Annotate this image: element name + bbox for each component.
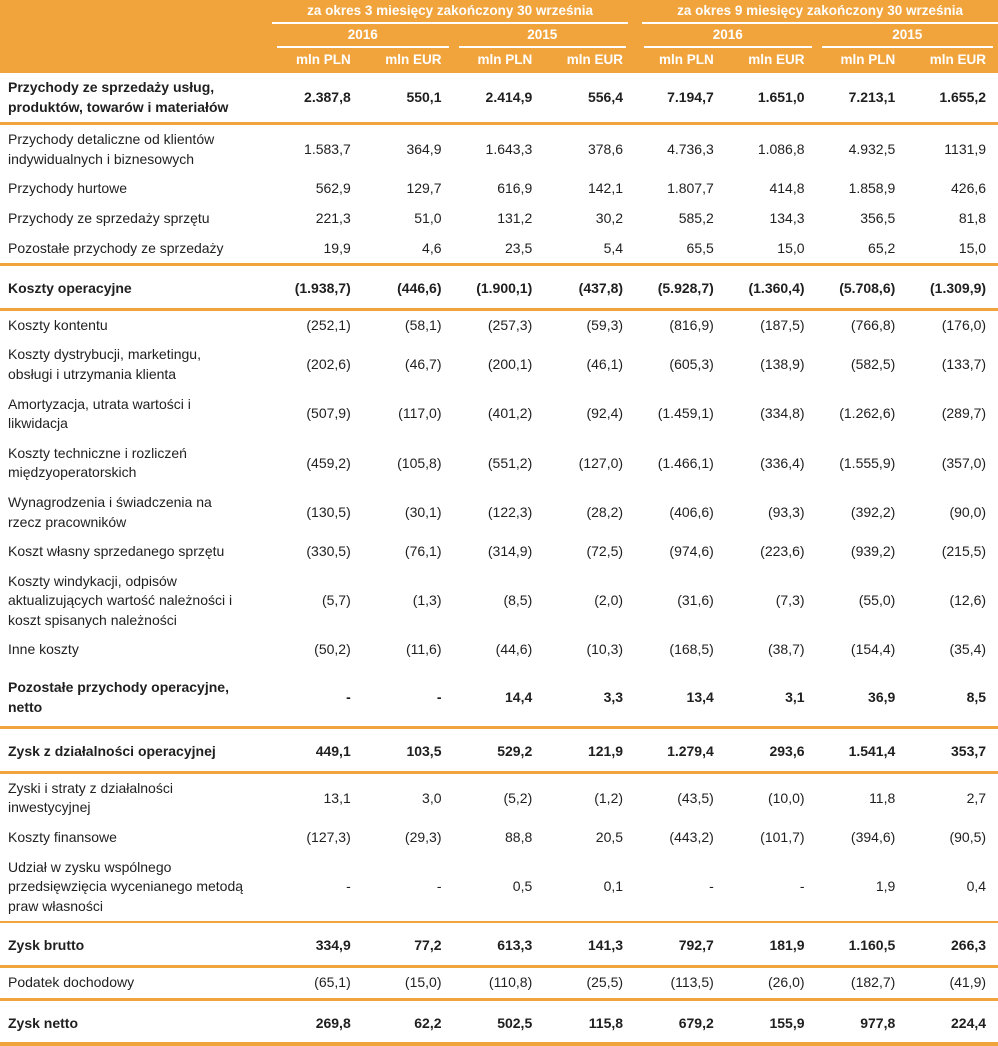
table-row — [0, 823, 998, 853]
cell-value: (816,9) — [669, 316, 714, 333]
header-blank-cell — [0, 0, 272, 24]
cell-value: 7.213,1 — [817, 73, 908, 124]
cell-value: (122,3) — [487, 503, 533, 520]
row-label: Zyski i straty z działalności inwestycyjnej — [8, 779, 173, 816]
table-row — [0, 999, 998, 1044]
table-row — [0, 204, 998, 234]
row-label: Podatek dochodowy — [0, 967, 272, 1000]
cell-value: (1.555,9) — [839, 454, 896, 471]
cell-value: 529,2 — [454, 728, 545, 773]
cell-value: 11,8 — [869, 789, 896, 806]
cell-value: (1.360,4) — [726, 265, 817, 310]
cell-value: 585,2 — [678, 209, 714, 226]
cell-value: 224,4 — [907, 999, 998, 1044]
cell-value: 181,9 — [726, 922, 817, 966]
table-body — [0, 73, 998, 1044]
cell-value: 293,6 — [726, 728, 817, 773]
cell-value: - — [272, 665, 363, 728]
cell-value: 1131,9 — [944, 140, 987, 157]
table-row — [0, 728, 998, 773]
cell-value: 353,7 — [907, 728, 998, 773]
cell-value: 142,1 — [587, 180, 624, 197]
unit-label: mln PLN — [454, 48, 545, 73]
year-cell — [817, 24, 998, 48]
cell-value: 1.643,3 — [485, 140, 533, 157]
cell-value: 556,4 — [544, 73, 635, 124]
cell-value: (127,0) — [578, 454, 624, 471]
table-row — [0, 567, 998, 636]
cell-value: (1,3) — [412, 592, 442, 609]
cell-value: (605,3) — [669, 356, 714, 373]
cell-value: (44,6) — [495, 641, 533, 658]
cell-value: (130,5) — [306, 503, 351, 520]
cell-value: (336,4) — [760, 454, 805, 471]
cell-value: 269,8 — [272, 999, 363, 1044]
year-label: 2016 — [277, 24, 449, 48]
table-row — [0, 265, 998, 310]
cell-value: (28,2) — [586, 503, 624, 520]
cell-value: (7,3) — [775, 592, 805, 609]
cell-value: - — [363, 665, 454, 728]
unit-label: mln EUR — [544, 48, 635, 73]
cell-value: (459,2) — [306, 454, 351, 471]
cell-value: (289,7) — [941, 405, 987, 422]
cell-value: 77,2 — [363, 922, 454, 966]
cell-value: (72,5) — [586, 543, 624, 560]
cell-value: (5,7) — [321, 592, 351, 609]
row-label: Przychody hurtowe — [8, 180, 128, 197]
cell-value: (11,6) — [405, 641, 442, 658]
cell-value: 550,1 — [363, 73, 454, 124]
cell-value: (154,4) — [850, 641, 896, 658]
cell-value: 792,7 — [635, 922, 726, 966]
cell-value: 221,3 — [315, 209, 351, 226]
cell-value: 378,6 — [587, 140, 624, 157]
cell-value: (10,3) — [586, 641, 624, 658]
cell-value: (252,1) — [306, 316, 351, 333]
cell-value: (93,3) — [767, 503, 805, 520]
row-label: Udział w zysku wspólnego przedsięwzięcia wycenianego metodą praw własności — [0, 853, 272, 923]
cell-value: (43,5) — [677, 789, 714, 806]
cell-value: (1.938,7) — [272, 265, 363, 310]
cell-value: (90,5) — [949, 829, 987, 846]
cell-value: (223,6) — [760, 543, 805, 560]
cell-value: (2,0) — [594, 592, 624, 609]
row-label: Przychody ze sprzedaży usług, produktów, towarów i materiałów — [0, 73, 272, 124]
cell-value: 7.194,7 — [635, 73, 726, 124]
cell-value: 1,9 — [817, 853, 908, 923]
cell-value: (12,6) — [949, 592, 987, 609]
cell-value: 5,4 — [544, 234, 635, 265]
cell-value: 15,0 — [907, 234, 998, 265]
cell-value: (41,9) — [907, 967, 998, 1000]
period-group-label: za okres 3 miesięcy zakończony 30 września — [272, 0, 628, 24]
cell-value: 62,2 — [363, 999, 454, 1044]
cell-value: (26,0) — [726, 967, 817, 1000]
cell-value: 1.086,8 — [757, 140, 805, 157]
year-cell — [454, 24, 636, 48]
cell-value: 30,2 — [595, 209, 624, 226]
cell-value: 3,1 — [726, 665, 817, 728]
header-blank-cell — [0, 24, 272, 48]
cell-value: (90,0) — [949, 503, 987, 520]
cell-value: - — [726, 853, 817, 923]
cell-value: (5.928,7) — [635, 265, 726, 310]
cell-value: (29,3) — [404, 829, 442, 846]
cell-value: (65,1) — [272, 967, 363, 1000]
cell-value: 19,9 — [272, 234, 363, 265]
unit-label: mln PLN — [817, 48, 908, 73]
cell-value: 562,9 — [315, 180, 351, 197]
cell-value: 14,4 — [454, 665, 545, 728]
cell-value: (215,5) — [941, 543, 987, 560]
cell-value: 4.736,3 — [667, 140, 714, 157]
cell-value: (59,3) — [586, 316, 624, 333]
period-group-label: za okres 9 miesięcy zakończony 30 września — [642, 0, 998, 24]
header-period-row — [0, 0, 998, 24]
cell-value: 0,5 — [454, 853, 545, 923]
row-label: Zysk brutto — [0, 922, 272, 966]
row-label: Zysk netto — [0, 999, 272, 1044]
cell-value: (31,6) — [677, 592, 714, 609]
cell-value: (551,2) — [487, 454, 533, 471]
table-row — [0, 309, 998, 340]
cell-value: 1.655,2 — [907, 73, 998, 124]
cell-value: 2.414,9 — [454, 73, 545, 124]
row-label: Przychody ze sprzedaży sprzętu — [8, 209, 210, 226]
cell-value: (187,5) — [760, 316, 805, 333]
cell-value: (113,5) — [635, 967, 726, 1000]
cell-value: - — [635, 853, 726, 923]
cell-value: 65,5 — [635, 234, 726, 265]
cell-value: (939,2) — [850, 543, 896, 560]
cell-value: 121,9 — [544, 728, 635, 773]
cell-value: (582,5) — [850, 356, 896, 373]
cell-value: 3,3 — [544, 665, 635, 728]
cell-value: (974,6) — [669, 543, 714, 560]
cell-value: 502,5 — [454, 999, 545, 1044]
cell-value: (133,7) — [941, 356, 987, 373]
header-unit-row — [0, 48, 998, 73]
table-row — [0, 488, 998, 537]
row-label: Inne koszty — [8, 641, 79, 658]
cell-value: (182,7) — [817, 967, 908, 1000]
cell-value: 20,5 — [595, 829, 624, 846]
cell-value: 1.583,7 — [304, 140, 351, 157]
cell-value: 4.932,5 — [848, 140, 896, 157]
cell-value: (105,8) — [397, 454, 442, 471]
cell-value: 155,9 — [726, 999, 817, 1044]
cell-value: (1.459,1) — [657, 405, 714, 422]
cell-value: 266,3 — [907, 922, 998, 966]
table-row — [0, 665, 998, 728]
cell-value: 81,8 — [958, 209, 987, 226]
cell-value: 364,9 — [406, 140, 442, 157]
year-label: 2015 — [822, 24, 994, 48]
cell-value: (334,8) — [760, 405, 805, 422]
cell-value: 334,9 — [272, 922, 363, 966]
cell-value: (55,0) — [858, 592, 896, 609]
cell-value: - — [272, 853, 363, 923]
cell-value: (314,9) — [487, 543, 533, 560]
cell-value: (330,5) — [306, 543, 351, 560]
year-cell — [272, 24, 454, 48]
cell-value: (392,2) — [850, 503, 896, 520]
cell-value: (101,7) — [760, 829, 805, 846]
table-header — [0, 0, 998, 73]
cell-value: 88,8 — [505, 829, 533, 846]
cell-value: 977,8 — [817, 999, 908, 1044]
cell-value: 616,9 — [497, 180, 533, 197]
cell-value: 0,4 — [907, 853, 998, 923]
cell-value: (446,6) — [363, 265, 454, 310]
cell-value: (257,3) — [487, 316, 533, 333]
cell-value: (8,5) — [503, 592, 533, 609]
unit-label: mln EUR — [907, 48, 998, 73]
cell-value: (35,4) — [949, 641, 987, 658]
cell-value: 2.387,8 — [272, 73, 363, 124]
row-label: Koszty windykacji, odpisów aktualizujących wartość należności i koszt spisanych należności — [8, 572, 233, 628]
header-blank-cell — [0, 48, 272, 73]
cell-value: (357,0) — [941, 454, 987, 471]
row-label: Koszt własny sprzedanego sprzętu — [8, 543, 225, 560]
row-label: Wynagrodzenia i świadczenia na rzecz pracowników — [8, 493, 212, 530]
cell-value: (138,9) — [760, 356, 805, 373]
row-label: Koszty dystrybucji, marketingu, obsługi i utrzymania klienta — [8, 346, 201, 382]
cell-value: (127,3) — [306, 829, 351, 846]
row-label: Zysk z działalności operacyjnej — [0, 728, 272, 773]
cell-value: (30,1) — [404, 503, 442, 520]
table-row — [0, 853, 998, 923]
table-row — [0, 340, 998, 389]
unit-label: mln EUR — [363, 48, 454, 73]
cell-value: (10,0) — [767, 789, 805, 806]
table-row — [0, 439, 998, 488]
row-label: Pozostałe przychody operacyjne, netto — [0, 665, 272, 728]
table-row — [0, 174, 998, 204]
cell-value: (1,2) — [594, 789, 624, 806]
cell-value: 15,0 — [726, 234, 817, 265]
unit-label: mln PLN — [635, 48, 726, 73]
table-row — [0, 635, 998, 665]
cell-value: (1.309,9) — [907, 265, 998, 310]
row-label: Koszty operacyjne — [0, 265, 272, 310]
table-row — [0, 234, 998, 265]
cell-value: - — [363, 853, 454, 923]
cell-value: (5,2) — [503, 789, 533, 806]
row-label: Przychody detaliczne od klientów indywidualnych i biznesowych — [8, 131, 215, 167]
cell-value: 141,3 — [544, 922, 635, 966]
cell-value: 65,2 — [817, 234, 908, 265]
cell-value: (394,6) — [850, 829, 896, 846]
table-row — [0, 922, 998, 966]
cell-value: (117,0) — [398, 405, 442, 422]
cell-value: 23,5 — [454, 234, 545, 265]
cell-value: (50,2) — [314, 641, 351, 658]
cell-value: (437,8) — [544, 265, 635, 310]
cell-value: (110,8) — [454, 967, 545, 1000]
cell-value: (46,7) — [404, 356, 442, 373]
cell-value: (168,5) — [669, 641, 714, 658]
cell-value: 13,4 — [635, 665, 726, 728]
cell-value: (38,7) — [767, 641, 805, 658]
cell-value: 3,0 — [422, 789, 442, 806]
cell-value: 0,1 — [544, 853, 635, 923]
unit-label: mln PLN — [272, 48, 363, 73]
cell-value: 1.541,4 — [817, 728, 908, 773]
cell-value: 1.651,0 — [726, 73, 817, 124]
cell-value: 129,7 — [406, 180, 442, 197]
cell-value: 426,6 — [951, 180, 987, 197]
cell-value: (200,1) — [487, 356, 533, 373]
cell-value: (202,6) — [306, 356, 351, 373]
cell-value: 679,2 — [635, 999, 726, 1044]
cell-value: (15,0) — [363, 967, 454, 1000]
cell-value: (507,9) — [306, 405, 351, 422]
cell-value: 8,5 — [907, 665, 998, 728]
cell-value: (406,6) — [669, 503, 714, 520]
cell-value: (46,1) — [586, 356, 624, 373]
cell-value: (58,1) — [404, 316, 442, 333]
cell-value: 36,9 — [817, 665, 908, 728]
cell-value: 13,1 — [323, 789, 351, 806]
cell-value: 51,0 — [414, 209, 442, 226]
cell-value: 103,5 — [363, 728, 454, 773]
table-row — [0, 537, 998, 567]
table-row — [0, 390, 998, 439]
year-label: 2016 — [644, 24, 812, 48]
table-row — [0, 967, 998, 1000]
cell-value: (1.262,6) — [839, 405, 896, 422]
row-label: Amortyzacja, utrata wartości i likwidacja — [8, 395, 191, 432]
cell-value: 1.858,9 — [848, 180, 896, 197]
period-group-9m — [635, 0, 998, 24]
row-label: Koszty finansowe — [8, 829, 117, 846]
cell-value: 1.279,4 — [635, 728, 726, 773]
cell-value: (1.900,1) — [454, 265, 545, 310]
year-cell — [635, 24, 817, 48]
cell-value: 1.160,5 — [817, 922, 908, 966]
cell-value: (25,5) — [544, 967, 635, 1000]
cell-value: 1.807,7 — [667, 180, 714, 197]
header-year-row — [0, 24, 998, 48]
cell-value: 356,5 — [860, 209, 896, 226]
cell-value: (92,4) — [586, 405, 624, 422]
row-label: Pozostałe przychody ze sprzedaży — [0, 234, 272, 265]
cell-value: 2,7 — [966, 789, 987, 806]
cell-value: (1.466,1) — [657, 454, 714, 471]
cell-value: (5.708,6) — [817, 265, 908, 310]
table-row — [0, 73, 998, 124]
table-row — [0, 124, 998, 175]
cell-value: (176,0) — [941, 316, 987, 333]
cell-value: 131,2 — [497, 209, 533, 226]
cell-value: (401,2) — [487, 405, 533, 422]
cell-value: (76,1) — [404, 543, 442, 560]
cell-value: 414,8 — [769, 180, 805, 197]
cell-value: 115,8 — [544, 999, 635, 1044]
cell-value: (443,2) — [669, 829, 714, 846]
year-label: 2015 — [459, 24, 627, 48]
cell-value: 613,3 — [454, 922, 545, 966]
cell-value: 449,1 — [272, 728, 363, 773]
row-label: Koszty kontentu — [8, 316, 108, 333]
unit-label: mln EUR — [726, 48, 817, 73]
row-label: Koszty techniczne i rozliczeń międzyoperatorskich — [8, 444, 187, 481]
table-row — [0, 772, 998, 823]
period-group-3m — [272, 0, 635, 24]
cell-value: 4,6 — [363, 234, 454, 265]
cell-value: (766,8) — [850, 316, 896, 333]
cell-value: 134,3 — [769, 209, 805, 226]
